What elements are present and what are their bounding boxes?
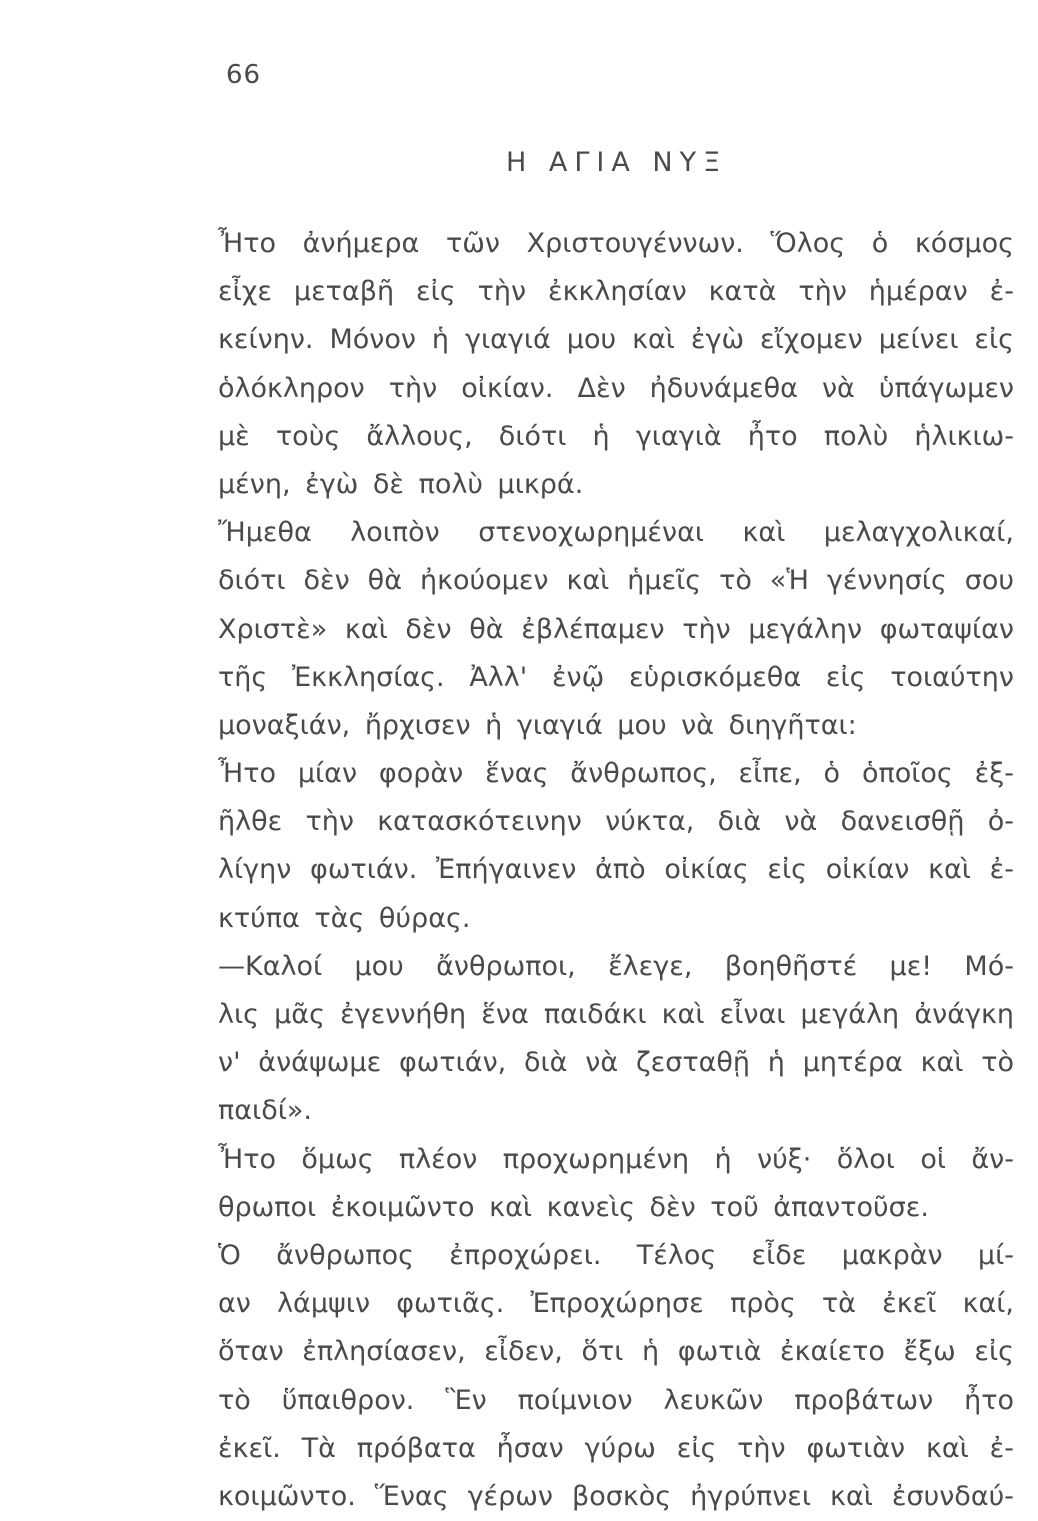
text-line: Ἦτο ὅμως πλέον προχωρημένη ἡ νύξ· ὅλοι οἱ ἄν- (218, 1143, 1014, 1175)
text-line: διότι δὲν θὰ ἠκούομεν καὶ ἡμεῖς τὸ «Ἡ γέννησίς σου (218, 565, 1014, 597)
text-line: κοιμῶντο. Ἕνας γέρων βοσκὸς ἠγρύπνει καὶ ἐσυνδαύ- (218, 1480, 1014, 1512)
text-line: Χριστὲ» καὶ δὲν θὰ ἐβλέπαμεν τὴν μεγάλην φωταψίαν (218, 613, 1014, 645)
text-line: κείνην. Μόνον ἡ γιαγιά μου καὶ ἐγὼ εἴχομεν μείνει εἰς (218, 324, 1014, 356)
text-line: τὸ ὕπαιθρον. Ἓν ποίμνιον λευκῶν προβάτων ἦτο (218, 1384, 1014, 1416)
text-line: Ἤμεθα λοιπὸν στενοχωρημέναι καὶ μελαγχολικαί, (218, 517, 1014, 549)
text-line: —Καλοί μου ἄνθρωποι, ἔλεγε, βοηθῆστέ με! Μό- (218, 950, 1014, 982)
text-line: ὅταν ἐπλησίασεν, εἶδεν, ὅτι ἡ φωτιὰ ἐκαίετο ἔξω εἰς (218, 1336, 1014, 1368)
text-line: μένη, ἐγὼ δὲ πολὺ μικρά. (218, 468, 584, 500)
body-text (218, 220, 1018, 1521)
text-line: μοναξιάν, ἤρχισεν ἡ γιαγιά μου νὰ διηγῆται: (218, 709, 857, 741)
text-line: θρωποι ἐκοιμῶντο καὶ κανεὶς δὲν τοῦ ἀπαντοῦσε. (218, 1191, 929, 1223)
text-line: ῆλθε τὴν κατασκότεινην νύκτα, διὰ νὰ δανεισθῇ ὀ- (218, 806, 1014, 838)
page-number: 66 (226, 60, 262, 90)
text-line: Ἦτο μίαν φορὰν ἕνας ἄνθρωπος, εἶπε, ὁ ὁποῖος ἐξ- (218, 758, 1014, 790)
text-line: τῆς Ἐκκλησίας. Ἀλλ' ἐνῷ εὑρισκόμεθα εἰς τοιαύτην (218, 661, 1014, 693)
text-line: λις μᾶς ἐγεννήθη ἕνα παιδάκι καὶ εἶναι μεγάλη ἀνάγκη (218, 999, 1014, 1030)
text-line: Ἦτο ἀνήμερα τῶν Χριστουγέννων. Ὅλος ὁ κόσμος (218, 228, 1014, 259)
text-line: Ὁ ἄνθρωπος ἐπροχώρει. Τέλος εἶδε μακρὰν μί- (218, 1239, 1014, 1271)
text-line: ὁλόκληρον τὴν οἰκίαν. Δὲν ἠδυνάμεθα νὰ ὑπάγωμεν (218, 372, 1014, 404)
text-line: λίγην φωτιάν. Ἐπήγαινεν ἀπὸ οἰκίας εἰς οἰκίαν καὶ ἐ- (218, 854, 1014, 886)
text-line: ν' ἀνάψωμε φωτιάν, διὰ νὰ ζεσταθῇ ἡ μητέρα καὶ τὸ (218, 1047, 1014, 1079)
text-line: εἶχε μεταβῆ εἰς τὴν ἐκκλησίαν κατὰ τὴν ἡμέραν ἐ- (218, 276, 1014, 308)
chapter-title: Η ΑΓΙΑ ΝΥΞ (506, 147, 728, 178)
text-line: παιδί». (218, 1095, 312, 1127)
text-line: μὲ τοὺς ἄλλους, διότι ἡ γιαγιὰ ἦτο πολὺ ἡλικιω- (218, 420, 1014, 452)
text-line: ἐκεῖ. Τὰ πρόβατα ἦσαν γύρω εἰς τὴν φωτιὰν καὶ ἐ- (218, 1432, 1014, 1464)
text-line: κτύπα τὰς θύρας. (218, 902, 471, 934)
text-line: αν λάμψιν φωτιᾶς. Ἐπροχώρησε πρὸς τὰ ἐκεῖ καί, (218, 1288, 1014, 1320)
